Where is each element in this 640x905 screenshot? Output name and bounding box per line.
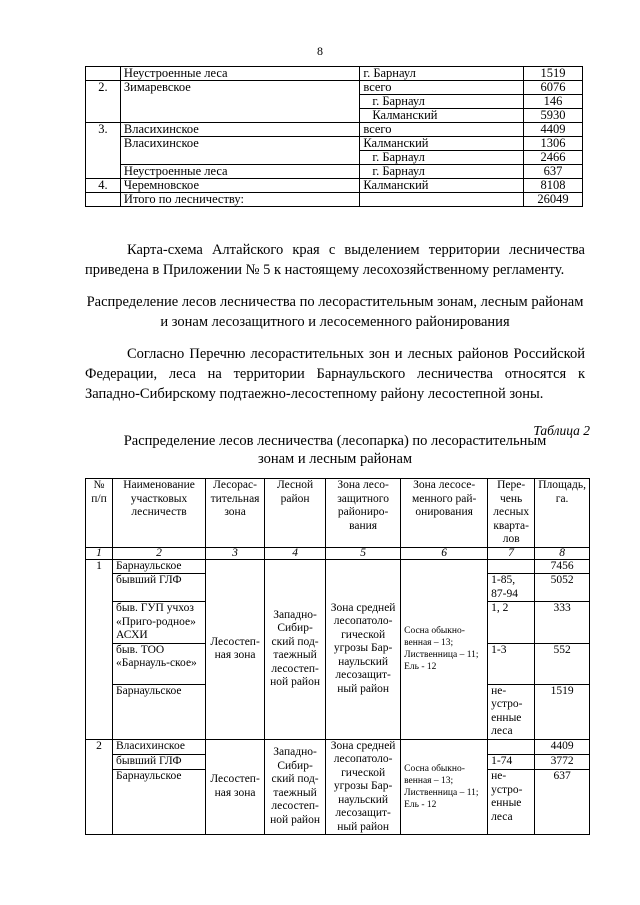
table-caption: Таблица 2 xyxy=(533,423,590,438)
table-row: быв. ТОО «Барнауль-ское» 1-3 552 xyxy=(86,643,590,684)
section-heading: Распределение лесов лесничества по лесорастительным зонам, лесным районам и зонам лесозащитного и лесосеменного районирования xyxy=(86,294,584,330)
table-row: Калманский 5930 xyxy=(86,109,583,123)
table-row: Власихинское Калманский 1306 xyxy=(86,137,583,151)
table-total-row: Итого по лесничеству: 26049 xyxy=(86,193,583,207)
table-row: Неустроенные леса г. Барнаул 1519 xyxy=(86,67,583,81)
table-header-row: № п/п Наименование участковых лесничеств Лесорас-тительная зона Лесной район Зона лесо-защитного райониро-вания Зона лесосе-менного рай-онирования Пере-чень лесных кварта-лов Площадь, га. xyxy=(86,479,590,548)
table-row: бывший ГЛФ 1-74 3772 xyxy=(86,754,590,769)
column-numbers-row: 1 2 3 4 5 6 7 8 xyxy=(86,547,590,559)
table-row: 3. Власихинское всего 4409 xyxy=(86,123,583,137)
zones-paragraph: Согласно Перечню лесорастительных зон и лесных районов Российской Федерации, леса на территории Барнаульского лесничества относятся к Западно-Сибирскому подтаежно-лесостепному району лесостепной зоны. xyxy=(85,346,585,402)
table-row: 2. Зимаревское всего 6076 xyxy=(86,81,583,95)
table-row: быв. ГУП учхоз «Приго-родное» АСХИ 1, 2 333 xyxy=(86,602,590,644)
table-row: Барнаульское не-устро-енные леса 637 xyxy=(86,770,590,835)
table-row: Неустроенные леса г. Барнаул 637 xyxy=(86,165,583,179)
map-paragraph: Карта-схема Алтайского края с выделением территории лесничества приведена в Приложении № 5 к настоящему лесохозяйственному регламенту. xyxy=(85,242,585,278)
page-number: 8 xyxy=(317,44,323,58)
table-row: Барнаульское не-устро-енные леса 1519 xyxy=(86,684,590,739)
table-row: 4. Черемновское Калманский 8108 xyxy=(86,179,583,193)
table-row: 2 Власихинское Лесостеп-ная зона Западно-Сибир-ский под-таежный лесостеп-ной район Зона средней лесопатоло-гической угрозы Бар-наульский лесозащит-ный район Сосна обыкно-венная – 13; Лиственница – 11; Ель - 12 4409 xyxy=(86,739,590,754)
table-row: бывший ГЛФ 1-85, 87-94 5052 xyxy=(86,574,590,602)
table-row: г. Барнаул 2466 xyxy=(86,151,583,165)
table-row: г. Барнаул 146 xyxy=(86,95,583,109)
forest-zones-table xyxy=(85,478,590,835)
table-row: 1 Барнаульское Лесостеп-ная зона Западно-Сибир-ский под-таежный лесостеп-ной район Зона средней лесопатоло-гической угрозы Бар-наульский лесозащит-ный район Сосна обыкно-венная – 13; Лиственница – 11; Ель - 12 7456 xyxy=(86,559,590,574)
forest-area-table xyxy=(85,66,583,207)
table-title: Распределение лесов лесничества (лесопарка) по лесорастительным зонам и лесным районам xyxy=(123,433,547,467)
